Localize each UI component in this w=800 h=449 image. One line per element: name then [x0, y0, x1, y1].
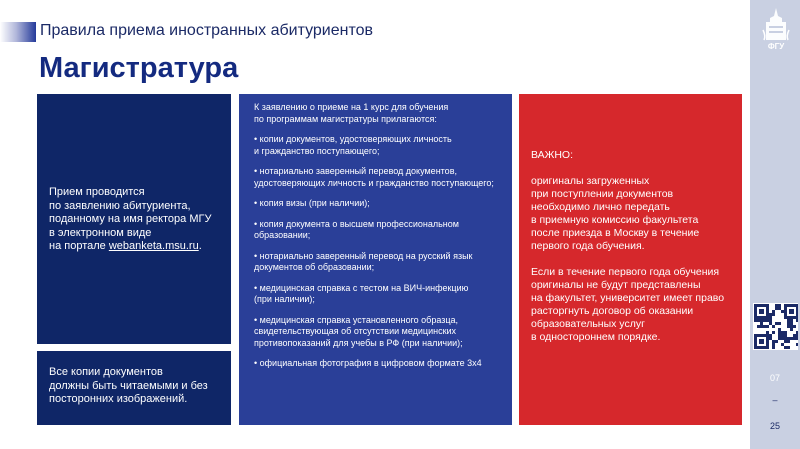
sidebar [750, 0, 800, 449]
document-item-line: • копия документа о высшем профессиональном [254, 218, 459, 229]
logo-text: ФГУ [767, 42, 785, 50]
qr-code-icon [753, 303, 798, 350]
application-info-line: поданному на имя ректора МГУ [49, 213, 212, 225]
document-item-line: образовании; [254, 230, 311, 240]
portal-prefix: на портале [49, 240, 109, 252]
portal-line [49, 240, 211, 254]
notice-line: на факультет, университет имеет право [531, 292, 725, 304]
notice-line: при поступлении документов [531, 188, 674, 200]
document-item-line: • официальная фотография в цифровом формате 3х4 [254, 358, 482, 368]
document-item-line: (при наличии); [254, 294, 315, 304]
portal-suffix: . [198, 240, 202, 252]
document-item-line: удостоверяющих личность и гражданство поступающего; [254, 177, 494, 188]
documents-list [254, 102, 494, 370]
application-info-line: Прием проводится [49, 186, 145, 198]
document-item-line: • нотариально заверенный перевод на русский язык [254, 250, 473, 261]
copies-requirement-text [49, 366, 208, 407]
application-info-line: в электронном виде [49, 226, 152, 239]
documents-list-box [239, 94, 512, 425]
document-item-line: • нотариально заверенный перевод документов, [254, 166, 457, 176]
copies-requirement-line: посторонних изображений. [49, 393, 188, 405]
copies-requirement-line: должны быть читаемыми и без [49, 379, 208, 392]
notice-line: в приемную комиссию факультета [531, 214, 699, 226]
university-emblem-icon [760, 6, 792, 50]
document-item-line: • медицинская справка установленного образца, [254, 314, 459, 325]
document-item-line: • копии документов, удостоверяющих личность [254, 134, 452, 144]
document-item-line: • медицинская справка с тестом на ВИЧ-инфекцию [254, 282, 469, 293]
application-info-text [49, 186, 211, 254]
document-item-line: и гражданство поступающего; [254, 145, 380, 156]
notice-line: расторгнуть договор об оказании [531, 305, 694, 317]
notice-line: оригиналы загруженных [531, 175, 650, 187]
important-notice-text [531, 149, 724, 344]
important-heading: ВАЖНО: [531, 149, 574, 161]
copies-requirement-line: Все копии документов [49, 366, 163, 378]
accent-bar [0, 22, 36, 42]
page-number-dash: – [772, 395, 778, 405]
documents-intro-line: К заявлению о приеме на 1 курс для обучения [254, 102, 449, 112]
application-info-line: по заявлению абитуриента, [49, 199, 191, 212]
notice-line: первого года обучения. [531, 240, 645, 252]
copies-requirement-box [37, 351, 231, 425]
slide-title: Магистратура [39, 52, 239, 84]
page-number-to: 25 [769, 421, 780, 431]
document-item-line: документов об образовании; [254, 262, 375, 272]
notice-line: образовательных услуг [531, 318, 645, 330]
slide-subtitle: Правила приема иностранных абитуриентов [40, 22, 374, 39]
portal-link[interactable]: webanketa.msu.ru [108, 240, 199, 252]
documents-intro-line: по программам магистратуры прилагаются: [254, 113, 437, 124]
notice-line: после приезда в Москву в течение [531, 227, 700, 239]
important-notice-box [519, 94, 742, 425]
notice-line: оригиналы не будут представлены [531, 279, 701, 291]
notice-line: в одностороннем порядке. [531, 331, 661, 343]
document-item-line: противопоказаний для учебы в РФ (при наличии); [254, 337, 463, 348]
notice-line: необходимо лично передать [531, 201, 670, 213]
document-item-line: • копия визы (при наличии); [254, 198, 370, 208]
application-info-box [37, 94, 231, 344]
document-item-line: свидетельствующая об отсутствии медицинских [254, 326, 457, 336]
notice-line: Если в течение первого года обучения [531, 266, 720, 278]
page-number-from: 07 [769, 373, 780, 383]
